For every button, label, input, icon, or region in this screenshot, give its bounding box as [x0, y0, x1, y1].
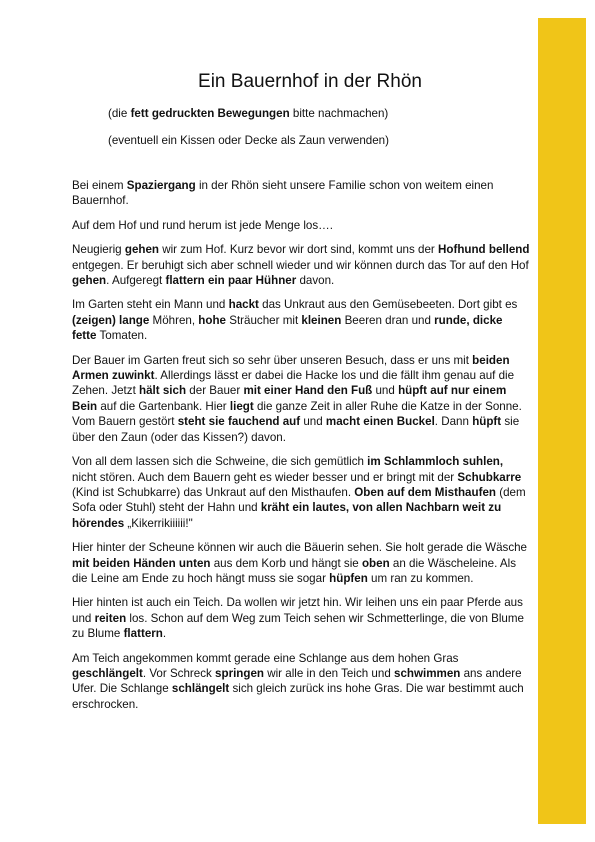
bold-movement-text: mit einer Hand den Fuß — [243, 384, 373, 398]
bold-movement-text: Spaziergang — [126, 179, 196, 192]
story-paragraph: Bei einem Spaziergang in der Rhön sieht unsere Familie schon von weitem einen Bauernhof. — [72, 179, 494, 208]
bold-movement-text: flattern — [123, 627, 163, 641]
page-title: Ein Bauernhof in der Rhön — [198, 71, 422, 92]
bold-movement-text: runde, dicke fette — [72, 313, 503, 343]
bold-movement-text: hackt — [228, 298, 259, 312]
bold-movement-text: schlängelt — [171, 682, 230, 696]
story-paragraph: Auf dem Hof und rund herum ist jede Menge los…. — [72, 218, 333, 232]
bold-movement-text: oben — [361, 556, 390, 570]
instruction-note: (die fett gedruckten Bewegungen bitte nachmachen) — [108, 107, 389, 120]
bold-movement-text: steht sie fauchend auf — [177, 415, 301, 429]
bold-movement-text: hüpft — [472, 415, 502, 429]
instruction-note: (eventuell ein Kissen oder Decke als Zaun verwenden) — [108, 134, 389, 147]
story-paragraph: Von all dem lassen sich die Schweine, die sich gemütlich im Schlammloch suhlen, nicht stören. Auch dem Bauern geht es wieder besser und er bringt mit der Schubkarre (Kind ist Schubkarre) das Unkraut auf den Misthaufen. Oben auf dem Misthaufen (dem Sofa oder Stuhl) steht der Hahn und kräht ein lautes, von allen Nachbarn weit zu hörendes „Kikerrikiiiiii!" — [72, 455, 526, 530]
document-page — [72, 70, 530, 721]
story-paragraph: Hier hinter der Scheune können wir auch die Bäuerin sehen. Sie holt gerade die Wäsche mit beiden Händen unten aus dem Korb und hängt sie oben an die Wäscheleine. Als die Leine am Ende zu hoch hängt muss sie sogar hüpfen um ran zu kommen. — [72, 541, 528, 585]
bold-movement-text: kleinen — [301, 313, 342, 327]
bold-movement-text: Schubkarre — [457, 470, 522, 484]
bold-movement-text: im Schlammloch suhlen, — [367, 455, 504, 469]
bold-movement-text: reiten — [94, 611, 127, 625]
story-paragraph: Neugierig gehen wir zum Hof. Kurz bevor wir dort sind, kommt uns der Hofhund bellend entgegen. Er beruhigt sich aber schnell wieder und wir können durch das Tor auf den Hof gehen. Aufgeregt flattern ein paar Hühner davon. — [72, 243, 530, 288]
bold-movement-text: kräht ein lautes, von allen Nachbarn weit zu hörendes — [72, 501, 502, 530]
bold-movement-text: hüpfen — [329, 571, 368, 585]
story-text — [72, 178, 530, 712]
bold-movement-text: liegt — [229, 399, 254, 413]
bold-movement-text: beiden Armen zuwinkt — [72, 353, 510, 383]
bold-movement-text: springen — [215, 666, 265, 680]
story-paragraph: Hier hinten ist auch ein Teich. Da wollen wir jetzt hin. Wir leihen uns ein paar Pferde aus und reiten los. Schon auf dem Weg zum Teich sehen wir Schmetterlinge, die von Blume zu Blume flattern. — [72, 596, 524, 641]
bold-movement-text: gehen — [72, 274, 107, 288]
bold-movement-text: mit beiden Händen unten — [72, 556, 211, 570]
bold-movement-text: fett gedruckten Bewegungen — [130, 107, 290, 120]
bold-movement-text: geschlängelt — [72, 666, 143, 680]
bold-movement-text: hohe — [198, 313, 226, 327]
bold-movement-text: Oben auf dem Misthaufen — [354, 485, 496, 499]
instruction-notes — [72, 106, 530, 148]
story-paragraph: Im Garten steht ein Mann und hackt das Unkraut aus den Gemüsebeeten. Dort gibt es (zeigen) lange Möhren, hohe Sträucher mit kleinen Beeren dran und runde, dicke fette Tomaten. — [72, 298, 518, 343]
story-paragraph: Am Teich angekommen kommt gerade eine Schlange aus dem hohen Gras geschlängelt. Vor Schreck springen wir alle in den Teich und schwimmen ans andere Ufer. Die Schlange schlängelt sich gleich zurück ins hohe Gras. Die war bestimmt auch erschrocken. — [72, 651, 524, 711]
bold-movement-text: flattern ein paar Hühner — [165, 274, 297, 288]
story-paragraph: Der Bauer im Garten freut sich so sehr über unseren Besuch, dass er uns mit beiden Armen zuwinkt. Allerdings lässt er dabei die Hacke los und die fällt ihm genau auf die Zehen. Jetzt hält sich der Bauer mit einer Hand den Fuß und hüpft auf nur einem Bein auf die Gartenbank. Hier liegt die ganze Zeit in aller Ruhe die Katze in der Sonne. Vom Bauern gestört steht sie fauchend auf und macht einen Buckel. Dann hüpft sie über den Zaun (oder das Kissen?) davon. — [72, 353, 522, 444]
yellow-side-bar — [538, 18, 586, 824]
bold-movement-text: gehen — [124, 243, 160, 257]
bold-movement-text: hüpft auf nur einem Bein — [72, 384, 507, 413]
bold-movement-text: macht einen Buckel — [325, 415, 435, 429]
bold-movement-text: hält sich — [139, 384, 187, 398]
bold-movement-text: (zeigen) lange — [72, 313, 150, 327]
bold-movement-text: schwimmen — [394, 666, 461, 680]
bold-movement-text: Hofhund bellend — [438, 243, 530, 257]
